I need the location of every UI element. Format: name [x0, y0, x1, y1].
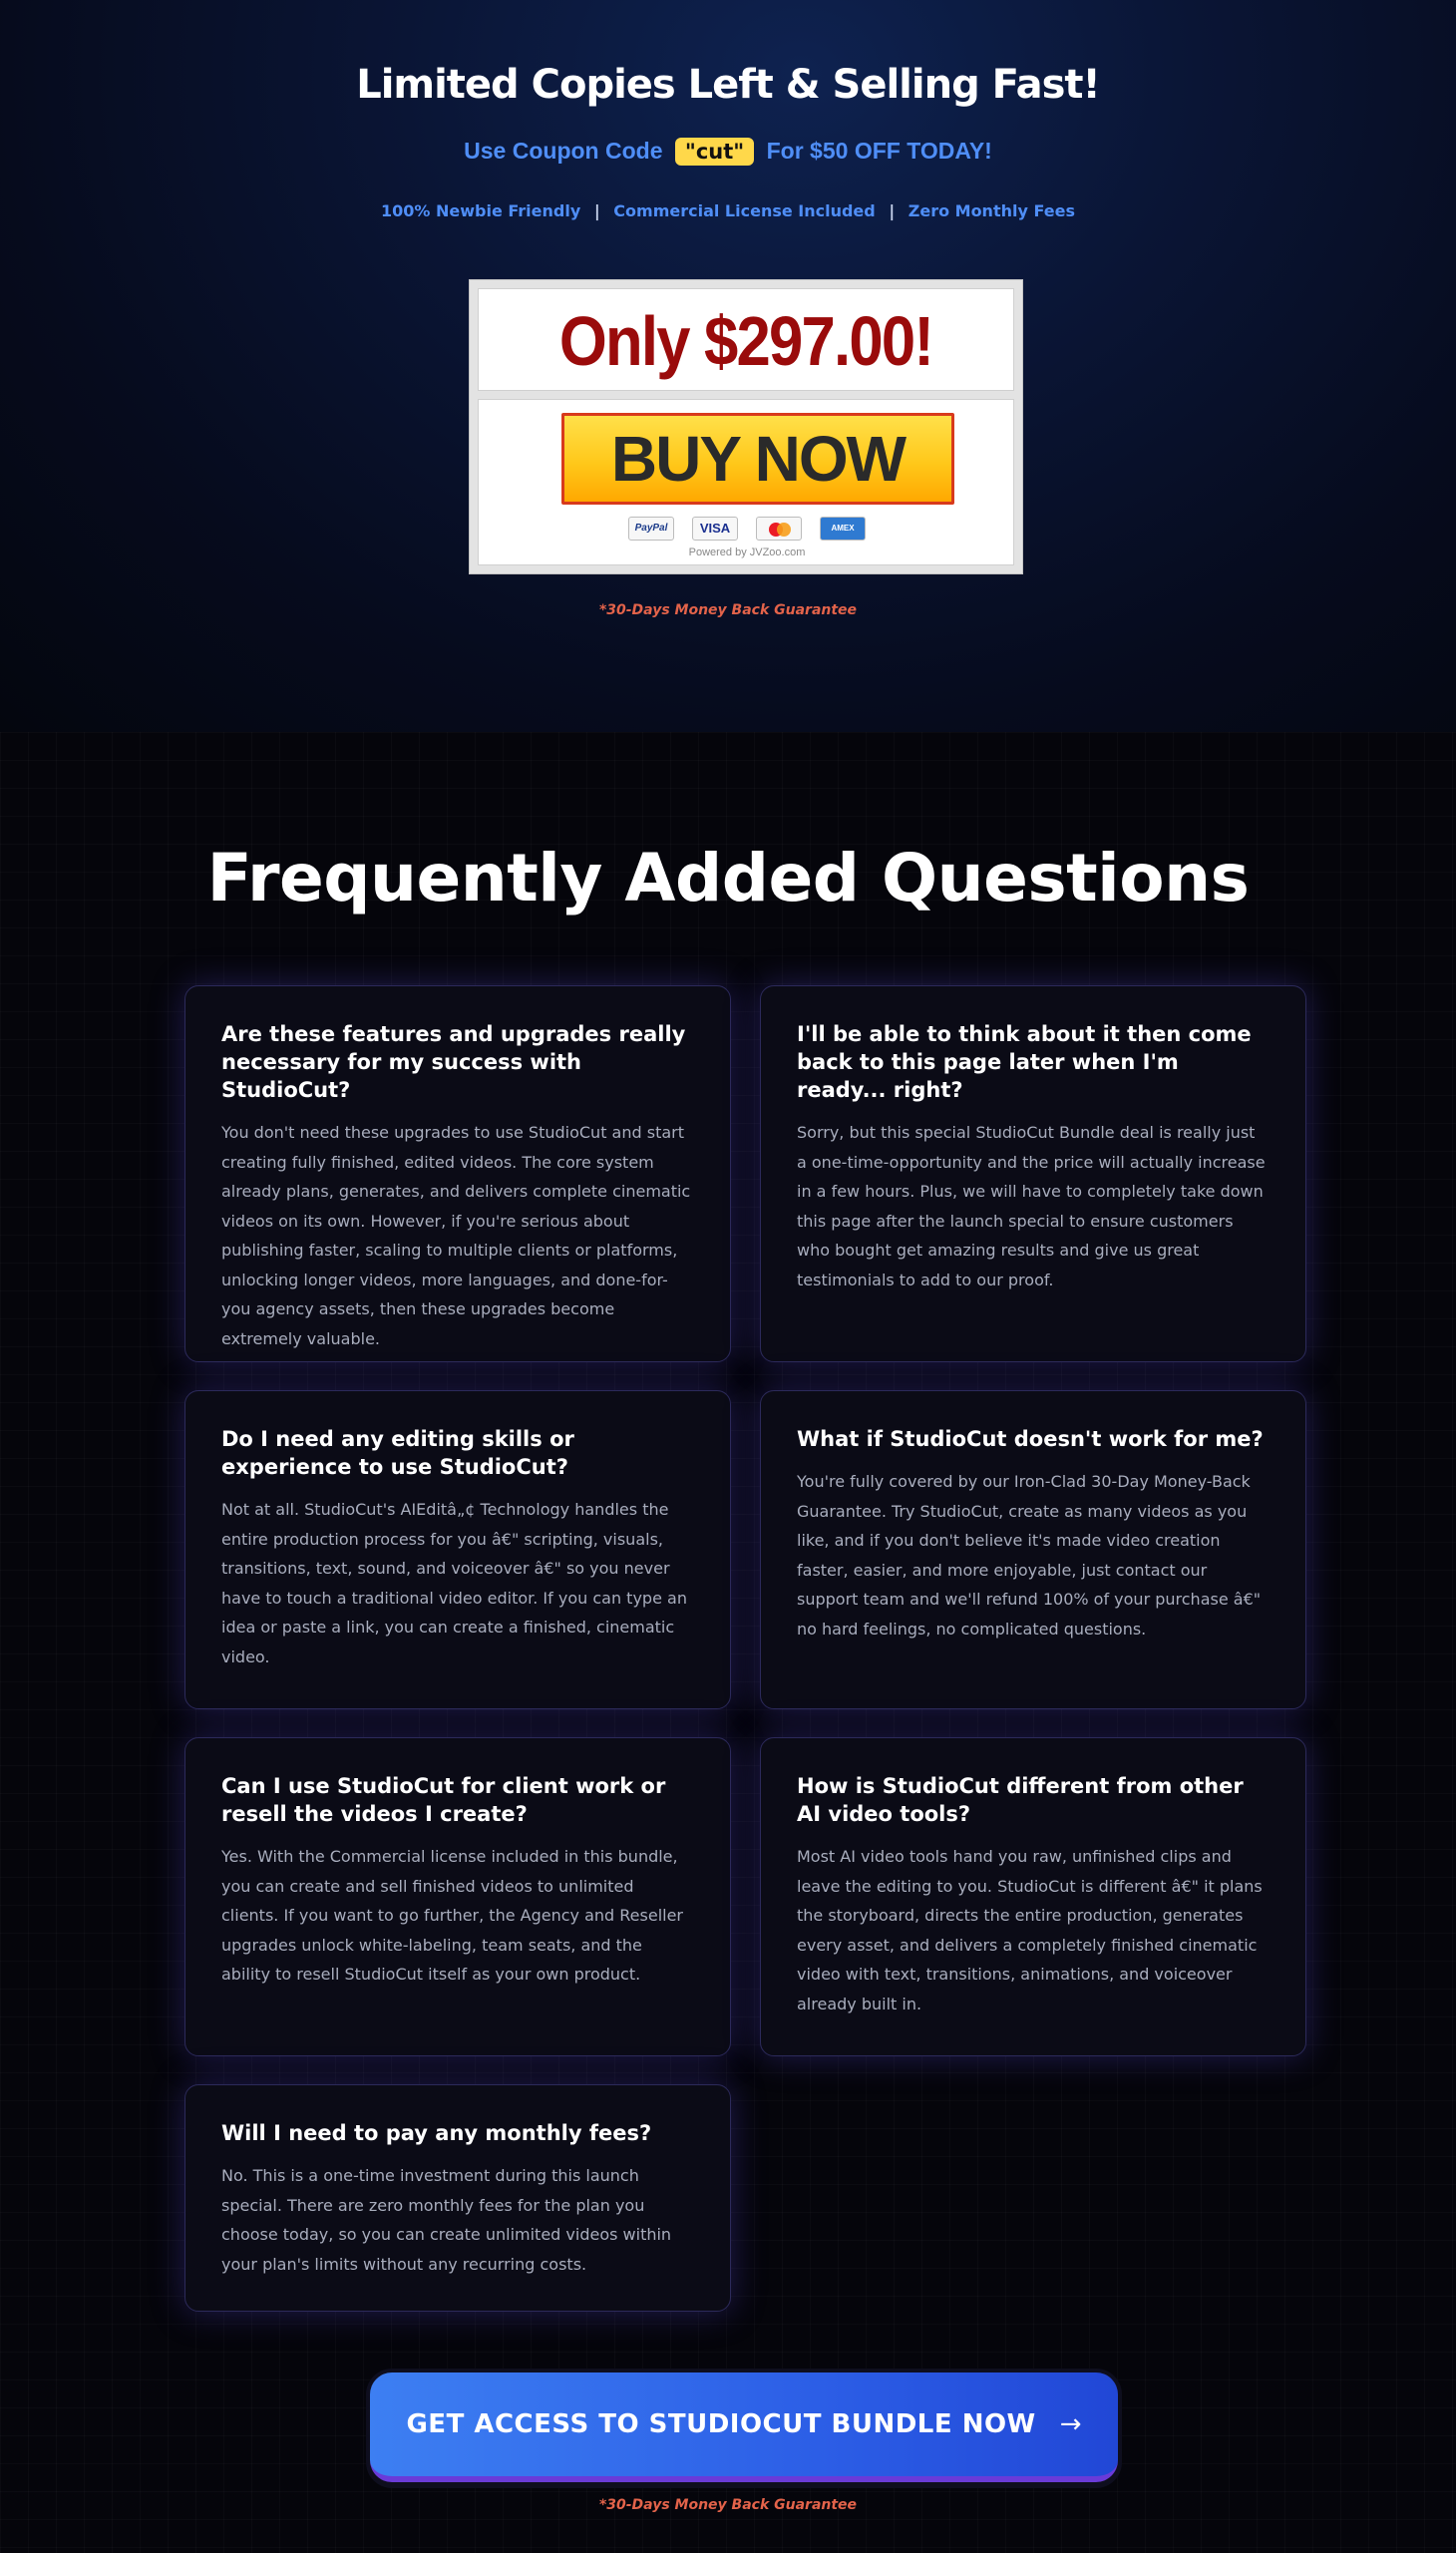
guarantee-text-bottom: *30-Days Money Back Guarantee	[598, 2497, 858, 2513]
feature-license: Commercial License Included	[613, 201, 876, 220]
faq-question: Can I use StudioCut for client work or resell the videos I create?	[221, 1774, 666, 1826]
faq-card	[184, 1390, 731, 1709]
visa-icon: VISA	[692, 517, 738, 541]
cta-label: GET ACCESS TO STUDIOCUT BUNDLE NOW	[406, 2409, 1036, 2439]
faq-answer: No. This is a one-time investment during this launch special. There are zero monthly fees for the plan you choose today, so you can create unlimited videos within your plan's limits without any recurring costs.	[221, 2166, 672, 2274]
payment-icons	[479, 517, 1015, 541]
faq-card	[760, 985, 1306, 1362]
faq-question: How is StudioCut different from other AI video tools?	[797, 1774, 1244, 1826]
faq-question: Do I need any editing skills or experience to use StudioCut?	[221, 1427, 574, 1479]
hero-section	[0, 0, 1456, 732]
faq-card	[760, 1737, 1306, 2056]
powered-by-text: Powered by JVZoo.com	[688, 547, 806, 558]
guarantee-text-top: *30-Days Money Back Guarantee	[598, 602, 858, 618]
coupon-suffix: For $50 OFF TODAY!	[766, 138, 992, 164]
faq-card	[760, 1390, 1306, 1709]
faq-card	[184, 985, 731, 1362]
buy-now-button[interactable]: BUY NOW	[561, 413, 954, 505]
faq-answer: You're fully covered by our Iron-Clad 30-Day Money-Back Guarantee. Try StudioCut, create as many videos as you like, and if you don't believe it's made video creation faster, easier, and more enjoyable, just contact our support team and we'll refund 100% of your purchase â€" no hard feelings, no complicated questions.	[797, 1472, 1262, 1639]
feature-separator: |	[889, 201, 896, 220]
cta-wrapper	[366, 2369, 1122, 2488]
faq-question: I'll be able to think about it then come back to this page later when I'm ready... right?	[797, 1022, 1252, 1102]
coupon-line	[0, 138, 1456, 166]
faq-answer: Sorry, but this special StudioCut Bundle deal is really just a one-time-opportunity and the price will actually increase in a few hours. Plus, we will have to completely take down this page after the launch special to ensure customers who bought get amazing results and give us great testimonials to add to our proof.	[797, 1123, 1266, 1289]
price-panel	[478, 288, 1014, 391]
feature-separator: |	[593, 201, 600, 220]
features-line	[0, 201, 1456, 220]
feature-no-fees: Zero Monthly Fees	[908, 201, 1075, 220]
price-text: Only $297.00!	[558, 302, 933, 380]
hero-title: Limited Copies Left & Selling Fast!	[356, 62, 1100, 108]
coupon-prefix: Use Coupon Code	[464, 138, 663, 164]
faq-card	[184, 1737, 731, 2056]
faq-answer: Yes. With the Commercial license included in this bundle, you can create and sell finished videos to unlimited clients. If you want to go further, the Agency and Reseller upgrades unlock white-labeling, team seats, and the ability to resell StudioCut itself as your own product.	[221, 1847, 684, 1984]
faq-question: What if StudioCut doesn't work for me?	[797, 1427, 1264, 1451]
feature-newbie: 100% Newbie Friendly	[381, 201, 581, 220]
mastercard-icon	[756, 517, 802, 541]
coupon-code-badge: "cut"	[675, 138, 754, 166]
get-access-button[interactable]	[370, 2372, 1118, 2482]
faq-answer: Most AI video tools hand you raw, unfinished clips and leave the editing to you. StudioCut is different â€" it plans the storyboard, directs the entire production, generates every asset, and delivers a completely finished cinematic video with text, transitions, animations, and voiceover already built in.	[797, 1847, 1263, 2013]
faq-answer: Not at all. StudioCut's AIEditâ„¢ Technology handles the entire production process for you â€" scripting, visuals, transitions, text, sound, and voiceover â€" so you never have to touch a traditional video editor. If you can type an idea or paste a link, you can create a finished, cinematic video.	[221, 1500, 687, 1666]
paypal-icon: PayPal	[628, 517, 674, 541]
faq-title: Frequently Added Questions	[206, 840, 1250, 916]
buy-panel	[478, 399, 1014, 565]
arrow-right-icon: →	[1059, 2409, 1082, 2439]
amex-icon: AMEX	[820, 517, 866, 541]
faq-question: Are these features and upgrades really necessary for my success with StudioCut?	[221, 1022, 686, 1102]
faq-answer: You don't need these upgrades to use StudioCut and start creating fully finished, edited videos. The core system already plans, generates, and delivers complete cinematic videos on its own. However, if you're serious about publishing faster, scaling to multiple clients or platforms, unlocking longer videos, more languages, and done-for-you agency assets, then these upgrades become extremely valuable.	[221, 1123, 691, 1348]
faq-question: Will I need to pay any monthly fees?	[221, 2121, 652, 2145]
buy-box	[469, 279, 1023, 574]
faq-card	[184, 2084, 731, 2312]
